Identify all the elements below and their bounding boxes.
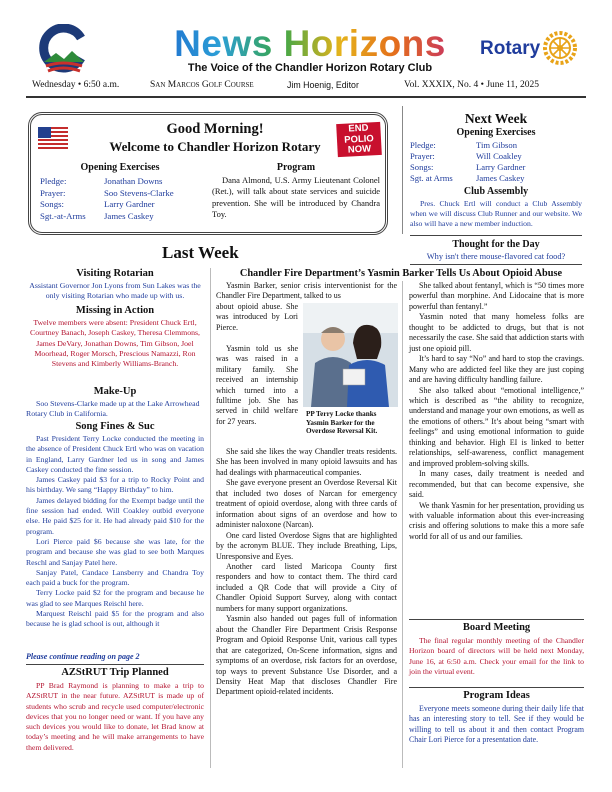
opening-row-pledge: Pledge: Jonathan Downs (40, 176, 163, 186)
feature-paragraph: She said she likes the way Chandler treats residents. She has been involved in many opioid lawsuits and has had dealings with pharmaceutical companies. (216, 447, 397, 477)
chandler-logo (38, 24, 88, 76)
column-divider-2 (402, 281, 403, 768)
thought-bottom-rule (410, 264, 582, 265)
club-assembly-title: Club Assembly (463, 186, 529, 197)
feature-right-body (409, 281, 584, 542)
board-meeting-text: The final regular monthly meeting of the Chandler Horizon board of directors will be held next Monday, June 16, at 6:50 a.m. Check your email for the link to join the virtual event. (409, 636, 584, 676)
column-divider-1 (210, 268, 211, 768)
meeting-day-time: Wednesday • 6:50 a.m. (32, 80, 120, 90)
azstrut-text: PP Brad Raymond is planning to make a trip to AZStRUT in the near future. AZStRUT is made up of students who scrub and recycle used computer/electronic devices that you no longer need or want. If you have any such devices you would like to donate, let Brad know at today’s meeting and he will make arrangements to have them delivered. (26, 681, 204, 752)
editor-credit: Jim Hoenig, Editor (287, 80, 359, 90)
continue-reading-note[interactable]: Please continue reading on page 2 (26, 652, 140, 661)
thought-text: Why isn't there mouse-flavored cat food? (426, 252, 566, 261)
fines-paragraph: Sanjay Patel, Candace Lansberry and Chandra Toy each paid a buck for the program. (26, 567, 204, 588)
feature-paragraph: She gave everyone present an Overdose Reversal Kit that included two doses of Narcan for emergency treatment of opioid overdose, along with three cards of information about signs of an overdose and how to administer naloxone (Narcan). (216, 478, 397, 530)
program-ideas-title: Program Ideas (463, 690, 530, 701)
masthead-rule (26, 96, 586, 98)
next-week-title: Next Week (464, 111, 528, 126)
board-meeting-title: Board Meeting (462, 622, 531, 633)
fines-paragraph: Terry Locke paid $2 for the program and because he was glad to see Marques Reischl here. (26, 588, 204, 608)
feature-paragraph: In many cases, daily treatment is needed and recommended, but that can become expensive, she said. (409, 469, 584, 500)
feature-paragraph: One card listed Overdose Signs that are highlighted by the acronym BLUE. They include Breathing, Lips, Unresponsive and Eyes. (216, 530, 397, 561)
feature-paragraph: We thank Yasmin for her presentation, providing us with valuable information about this ever-increasing crisis and offering solutions to make this a more safe world for all of us and our families. (409, 500, 584, 541)
feature-intro-continued: about opioid abuse. She was introduced by Lori Pierce. (216, 302, 298, 332)
feature-paragraph: Yasmin noted that many homeless folks are thought to be addicted to drugs, but that is not necessarily the case. She said that addiction starts with just one opioid pill. (409, 312, 584, 353)
missing-in-action-text: Twelve members were absent: President Chuck Ertl, Courtney Banach, Joseph Caskey, Theresa Clemmons, James DeVary, Jonathan Downs, Tim Gibson, Joel Moorhead, Roger Morsch, Prescious Namazzi, Ron Stevens and Kimberly Williams-Branch. (30, 318, 200, 369)
issue-info: Vol. XXXIX, No. 4 • June 11, 2025 (404, 80, 540, 90)
opening-row-prayer: Prayer: Soo Stevens-Clarke (40, 187, 174, 198)
next-opening-row-songs: Songs: Larry Gardner (410, 162, 526, 172)
program-ideas-text: Everyone meets someone during their daily life that has an interesting story to tell. See if they would be willing to tell us about it and then contact Program Chair Lori Pierce for a presentation date. (409, 704, 584, 745)
feature-paragraph: Another card listed Maricopa County first responders and how to contact them. The third card included a QR Code that will provide a City of Chandler Opioid Support Survey, along with contact numbers for many support organizations. (216, 561, 397, 613)
next-opening-row-prayer: Prayer: Will Coakley (410, 151, 522, 161)
opening-exercises-title: Opening Exercises (80, 162, 160, 173)
next-opening-row-pledge: Pledge: Tim Gibson (410, 140, 517, 150)
song-fines-title: Song Fines & Suc (75, 421, 155, 432)
welcome-heading: Good Morning! (166, 121, 264, 137)
fines-paragraph: James Caskey paid $3 for a trip to Rocky Point and his birthday. We sang “Happy Birthday” to him. (26, 475, 204, 495)
masthead-info-line (32, 80, 580, 93)
next-week-opening-title: Opening Exercises (456, 127, 536, 138)
fines-paragraph: Past President Terry Locke conducted the meeting in the absence of President Chuck Ertl who was on vacation in England, Larry Gardner led us in song and James Caskey conducted the fine session. (26, 434, 204, 474)
feature-paragraph: It’s hard to say “No” and hard to stop the cravings. Many who are addicted feel like they are just coping and are having difficulty handling failure. (409, 354, 584, 385)
make-up-text: Soo Stevens-Clarke made up at the Lake Arrowhead Rotary Club in California. (26, 399, 200, 418)
board-top-rule (409, 619, 584, 620)
fines-paragraph: James delayed bidding for the Exempt badge until the fine session had ended. Will Coakley outbid everyone else. He paid $25 for it. He had already paid $10 for the program. (26, 495, 204, 536)
song-fines-body (26, 434, 204, 630)
welcome-subheading: Welcome to Chandler Horizon Rotary (109, 139, 321, 154)
program-text: Dana Almond, U.S. Army Lieutenant Colonel (Ret.), will talk about state services and suicide prevention. She will be introduced by Chandra Toy. (212, 175, 380, 219)
visiting-rotarian-text: Assistant Governor Jon Lyons from Sun Lakes was the only visiting Rotarian who made up with us. (29, 281, 201, 300)
opening-row-sgt-at-arms: Sgt.-at-Arms James Caskey (40, 210, 154, 221)
fines-paragraph: Lori Pierce paid $6 because she was late, for the program and because she was glad to see both Marques Reschl and Sanjay Patel here. (26, 536, 204, 567)
next-week-opening-list (410, 140, 582, 184)
feature-title: Chandler Fire Department’s Yasmin Barker Tells Us About Opioid Abuse (239, 268, 563, 279)
feature-raised: Yasmin told us she was was raised in a military family. She received an internship which turned into a fulltime job. She has served in child welfare for 27 years. (216, 344, 298, 426)
club-assembly-text: Pres. Chuck Ertl will conduct a Club Assembly when we will discuss Club Runner and our website. We also will have a new member induction. (410, 199, 582, 228)
us-flag-icon (38, 127, 68, 149)
feature-photo (303, 303, 398, 407)
newsletter-subtitle: The Voice of the Chandler Horizon Rotary Club (187, 62, 433, 74)
thought-title: Thought for the Day (452, 239, 540, 250)
azstrut-top-rule (26, 664, 204, 665)
opening-row-songs: Songs: Larry Gardner (40, 199, 155, 209)
rotary-wordmark: Rotary (480, 38, 541, 59)
rotary-wheel-icon (543, 31, 577, 65)
program-ideas-top-rule (409, 687, 584, 688)
feature-paragraph: She also talked about “emotional intelligence,” which is described as “the ability to recognize, understand and manage your own emotions, as well as the emotions of others.” It’s about being “smart with feelings” and using emotional information to guide thinking and behavior. High EI is linked to better relationships, self-awareness, conflict management and improved problem-solving skills. (409, 385, 584, 468)
fines-paragraph: Marquest Reischl paid $5 for the program and also because he is glad school is out, although it (26, 609, 204, 629)
feature-paragraph: Yasmin also handed out pages full of information about the Chandler Fire Department Crisis Response Program and Opioid Response Unit, various call types that are categorized, On-Scene information, signs and symptoms of an overdose, risk factors for an overdose, top ways to prevent Substance Use Disorder, and a Density Heat Map that discloses Chandler Fire Department opioid-related incidents. (216, 614, 397, 697)
visiting-rotarian-title: Visiting Rotarian (76, 268, 154, 279)
newsletter-title: News Horizons (160, 24, 460, 64)
make-up-title: Make-Up (93, 386, 137, 397)
meeting-venue: San Marcos Golf Course (150, 80, 254, 90)
next-opening-row-sgt-at-arms: Sgt. at Arms James Caskey (410, 173, 525, 183)
opening-exercises-list (40, 176, 210, 222)
right-column-rule (402, 106, 403, 234)
end-polio-now-badge (336, 122, 382, 157)
missing-in-action-title: Missing in Action (75, 305, 155, 316)
azstrut-title: AZStRUT Trip Planned (61, 667, 169, 678)
thought-top-rule (410, 235, 582, 236)
feature-paragraph: She talked about fentanyl, which is “50 times more powerful than morphine. And Lidocaine that is more powerful than fentanyl.” (409, 281, 584, 311)
end-polio-now-text: END POLIO NOW (343, 122, 375, 156)
program-title: Program (276, 162, 316, 173)
photo-caption: PP Terry Locke thanks Yasmin Barker for the Overdose Reversal Kit. (306, 410, 378, 436)
feature-intro: Yasmin Barker, senior crisis interventionist for the Chandler Fire Department, talked to us (216, 281, 397, 301)
last-week-title: Last Week (162, 243, 239, 262)
feature-mid-body (216, 447, 397, 698)
